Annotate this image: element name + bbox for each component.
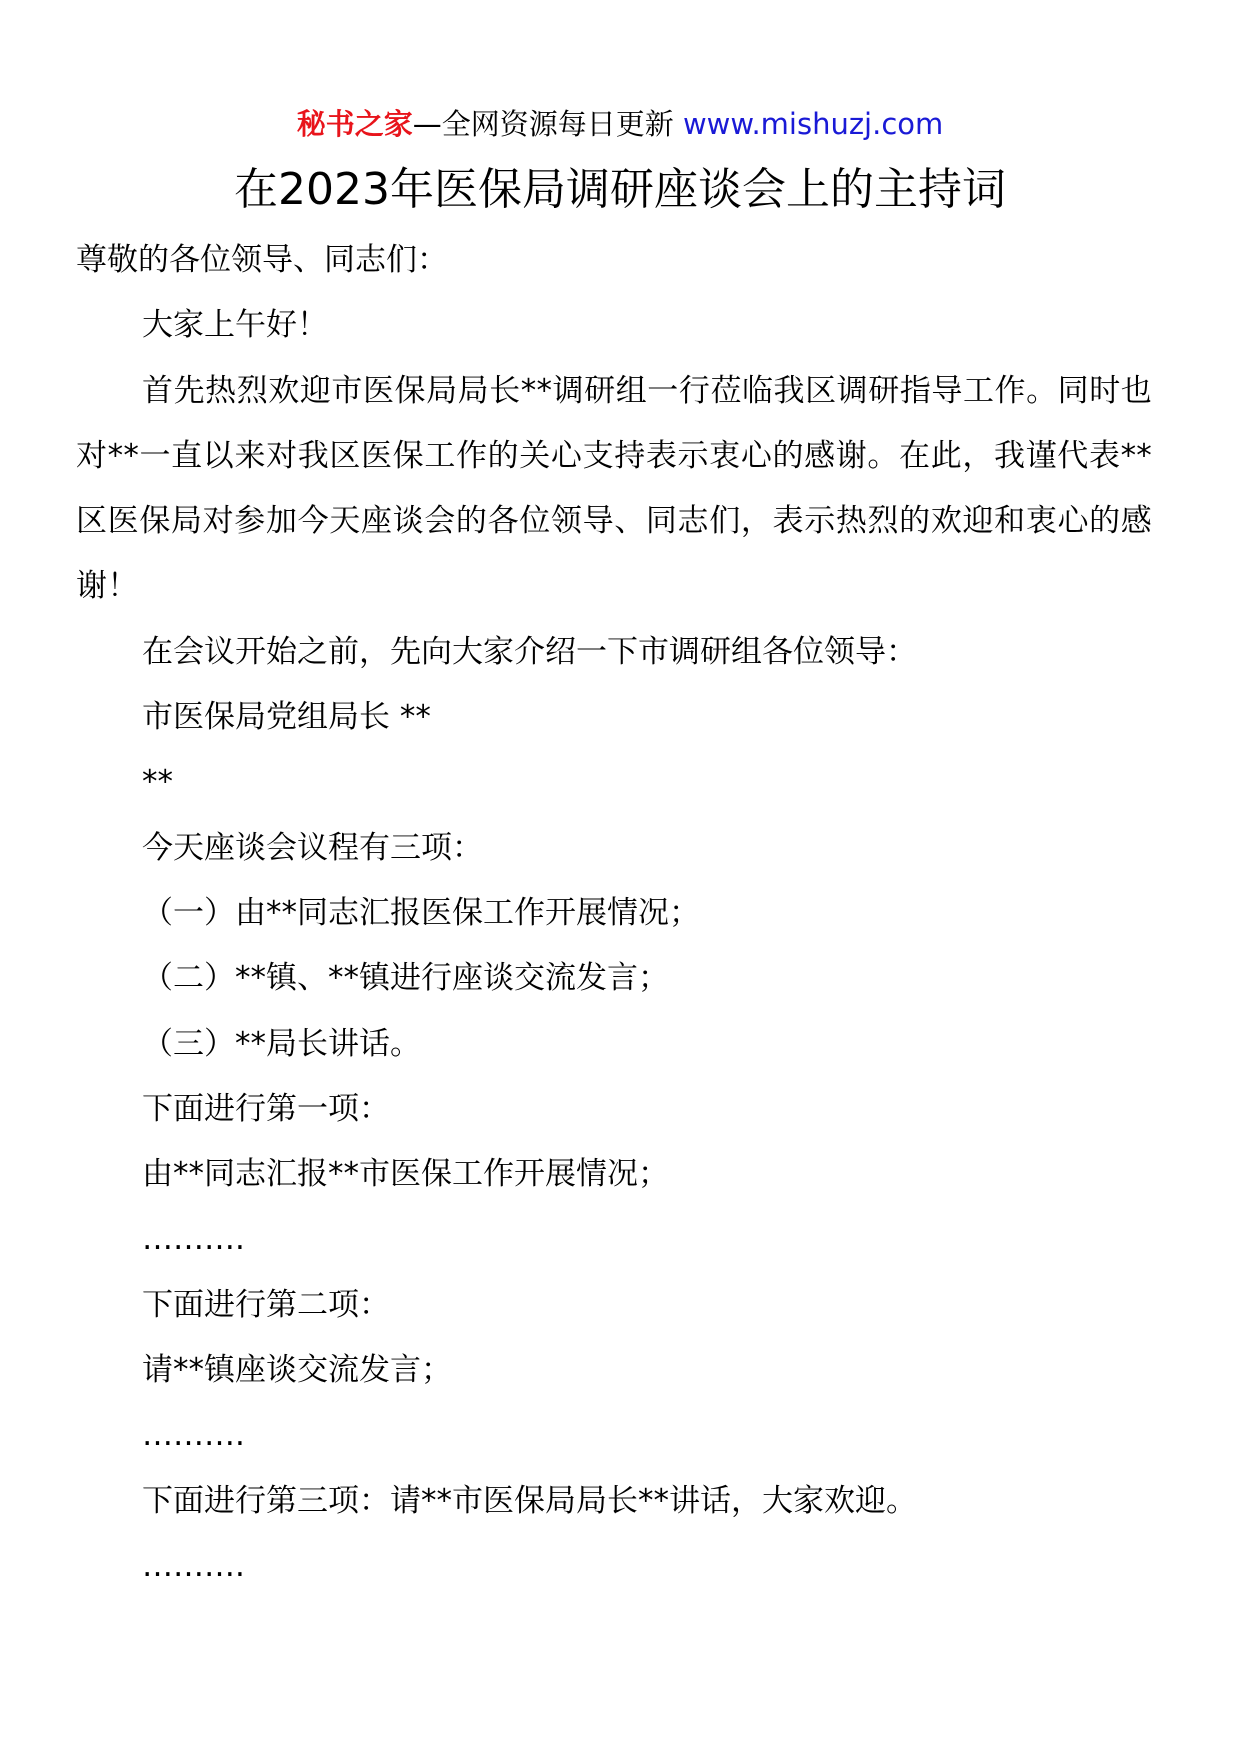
item-2-body: 请**镇座谈交流发言； (142, 1352, 452, 1389)
item-2-heading: 下面进行第二项： (142, 1286, 390, 1323)
document-title: 在2023年医保局调研座谈会上的主持词 (234, 164, 1006, 215)
brand-name: 秘书之家 (296, 107, 413, 141)
agenda-item-2: （二）**镇、**镇进行座谈交流发言； (142, 960, 669, 997)
agenda-item-1: （一）由**同志汇报医保工作开展情况； (142, 894, 700, 931)
site-header (0, 104, 1240, 144)
leader-line-2: ** (142, 764, 173, 801)
item-3-line: 下面进行第三项：请**市医保局局长**讲话，大家欢迎。 (142, 1482, 917, 1519)
document-body (76, 228, 1152, 1599)
ellipsis-3: ………. (142, 1547, 245, 1584)
intro-line: 在会议开始之前，先向大家介绍一下市调研组各位领导： (142, 633, 917, 670)
salutation: 尊敬的各位领导、同志们： (76, 242, 448, 278)
welcome-paragraph: 首先热烈欢迎市医保局局长**调研组一行莅临我区调研指导工作。同时也对**一直以来对我区医保工作的关心支持表示衷心的感谢。在此，我谨代表**区医保局对参加今天座谈会的各位领导、同志们，表示热烈的欢迎和衷心的感谢！ (76, 372, 1152, 605)
agenda-item-3: （三）**局长讲话。 (142, 1025, 421, 1062)
ellipsis-2: ………. (142, 1417, 245, 1454)
item-1-heading: 下面进行第一项： (142, 1090, 390, 1127)
ellipsis-1: ………. (142, 1221, 245, 1258)
agenda-intro: 今天座谈会议程有三项： (142, 829, 483, 866)
site-url-link[interactable]: www.mishuzj.com (682, 107, 944, 141)
greeting: 大家上午好！ (142, 307, 328, 344)
header-tagline: —全网资源每日更新 (412, 107, 674, 141)
leader-line-1: 市医保局党组局长 ** (142, 699, 431, 736)
item-1-body: 由**同志汇报**市医保工作开展情况； (142, 1156, 669, 1193)
